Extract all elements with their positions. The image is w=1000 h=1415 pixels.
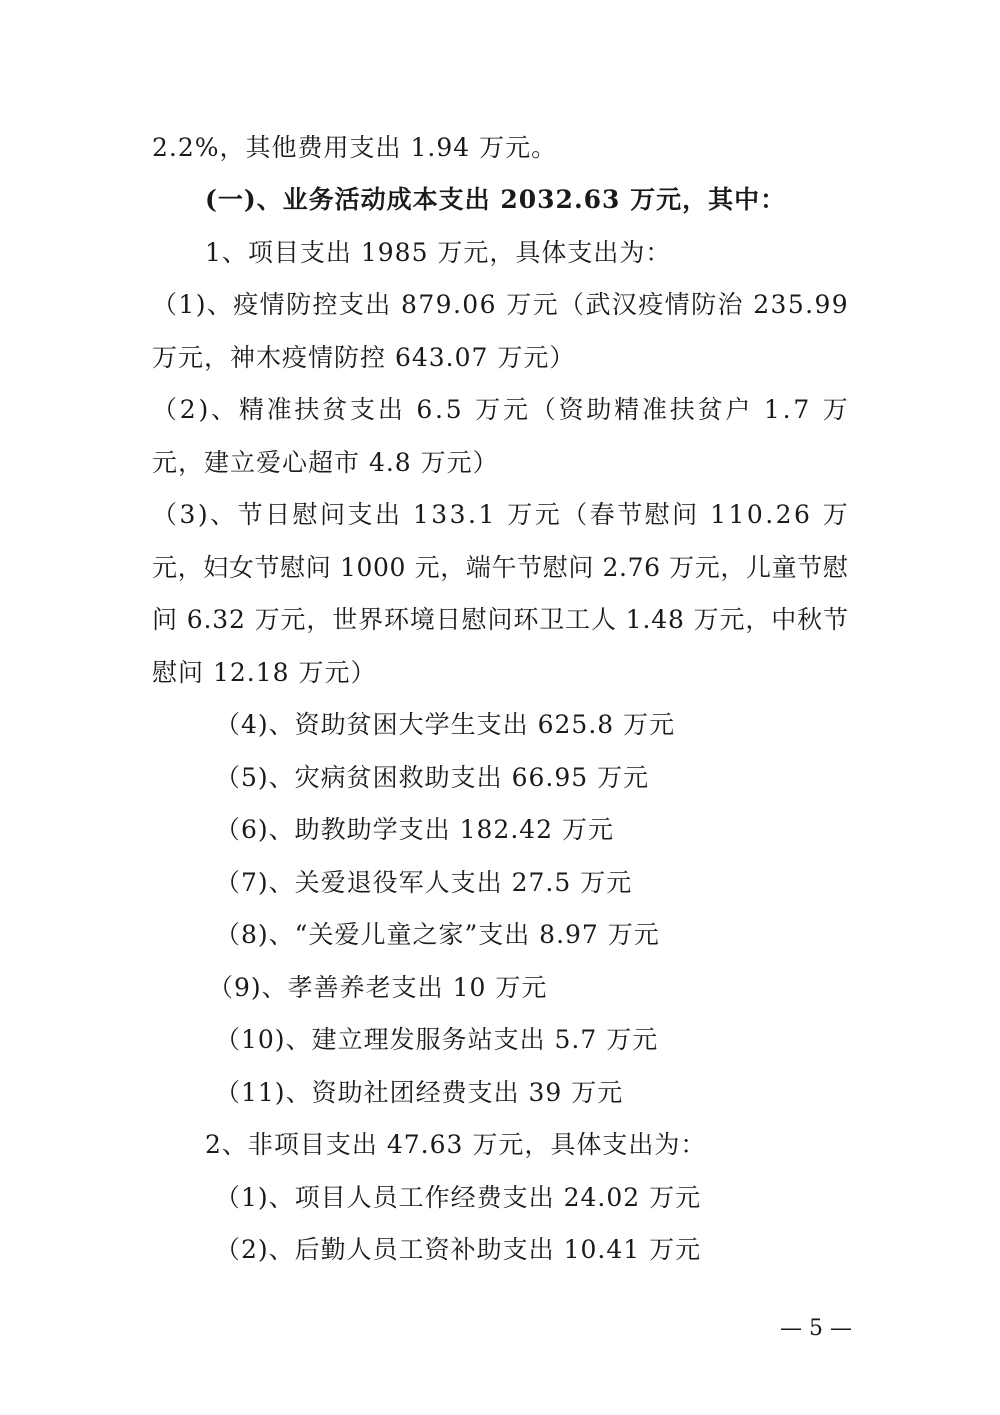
text-char: 出 xyxy=(365,290,391,319)
text-char: 妇 xyxy=(203,553,229,582)
text-char: 工 xyxy=(565,605,591,634)
text-char: 1 xyxy=(178,290,195,319)
text-line: 元，建立爱心超市 4.8 万元） xyxy=(152,448,499,477)
text-char: 控 xyxy=(312,290,338,319)
text-char xyxy=(406,551,414,585)
text-char: 节 xyxy=(797,553,823,582)
text-char: 慰 xyxy=(461,605,487,634)
text-char: 童 xyxy=(771,553,797,582)
text-char xyxy=(402,498,410,532)
text-char: 贫 xyxy=(322,395,348,424)
text-char: 环 xyxy=(383,605,409,634)
text-char: 问 xyxy=(152,605,178,634)
text-char: ， xyxy=(745,605,771,634)
text-char: 万 xyxy=(507,500,533,529)
text-char xyxy=(617,603,625,637)
text-char: 万 xyxy=(822,500,848,529)
text-char: ， xyxy=(440,553,466,582)
text-char: 节 xyxy=(822,605,848,634)
text-char xyxy=(812,393,820,427)
text-char: ) xyxy=(197,500,208,529)
text-char: 5 xyxy=(445,395,462,424)
text-char: 慰 xyxy=(542,553,568,582)
text-char: 8 xyxy=(668,605,684,634)
text-char: 6 xyxy=(416,395,433,424)
text-char xyxy=(700,498,708,532)
list-item: （9)、孝善养老支出 10 万元 xyxy=(208,973,548,1002)
text-char: 7 xyxy=(627,553,644,582)
text-char: . xyxy=(468,500,476,529)
text-char: 、 xyxy=(206,290,232,319)
text-char: 准 xyxy=(266,395,292,424)
text-char: 3 xyxy=(212,605,229,634)
text-char: 助 xyxy=(586,395,612,424)
text-char: 节 xyxy=(237,500,263,529)
text-char: 1 xyxy=(763,395,780,424)
text-char: （ xyxy=(562,500,588,529)
text-line: 万元，神木疫情防控 643.07 万元） xyxy=(152,343,576,372)
text-char: 中 xyxy=(771,605,797,634)
text-char: 元 xyxy=(152,553,178,582)
text-char: 、 xyxy=(210,500,236,529)
text-char: 秋 xyxy=(797,605,823,634)
text-char xyxy=(392,288,400,322)
text-char: 扶 xyxy=(669,395,695,424)
text-char: 准 xyxy=(641,395,667,424)
text-char: 3 xyxy=(179,500,196,529)
text-char: 情 xyxy=(259,290,285,319)
list-item: （5)、灾病贫困救助支出 66.95 万元 xyxy=(215,763,650,792)
text-char: ， xyxy=(306,605,332,634)
text-char: 贫 xyxy=(697,395,723,424)
subsection-heading: 1、项目支出 1985 万元，具体支出为： xyxy=(205,238,672,267)
text-char: 元 xyxy=(532,290,558,319)
text-char: 2 xyxy=(229,605,245,634)
text-char: 汉 xyxy=(611,290,637,319)
text-char xyxy=(594,551,602,585)
list-item: （7)、关爱退役军人支出 27.5 万元 xyxy=(215,868,633,897)
section-heading: (一)、业务活动成本支出 2032.63 万元，其中： xyxy=(205,185,787,214)
text-line xyxy=(152,498,848,532)
text-char: （ xyxy=(152,500,178,529)
text-char: . xyxy=(782,395,791,424)
text-char: 元 xyxy=(719,605,745,634)
text-char: 问 xyxy=(320,500,346,529)
text-char: 疫 xyxy=(233,290,259,319)
text-char: 1 xyxy=(728,500,745,529)
text-char: 问 xyxy=(305,553,331,582)
text-char: 0 xyxy=(746,500,763,529)
text-char: 0 xyxy=(356,553,373,582)
text-char: （ xyxy=(152,290,178,319)
text-char: 支 xyxy=(347,500,373,529)
list-item: （1)、项目人员工作经费支出 24.02 万元 xyxy=(215,1183,702,1212)
text-line xyxy=(152,288,848,322)
text-line xyxy=(152,603,848,637)
text-char xyxy=(753,393,761,427)
text-char: 6 xyxy=(644,553,660,582)
text-char: . xyxy=(203,605,212,634)
text-char: 2 xyxy=(775,500,792,529)
text-line xyxy=(152,393,848,427)
text-char: 人 xyxy=(590,605,616,634)
text-char: （ xyxy=(530,395,556,424)
text-char: 情 xyxy=(664,290,690,319)
text-char xyxy=(246,603,254,637)
text-char xyxy=(744,288,752,322)
text-line: 2.2%，其他费用支出 1.94 万元。 xyxy=(152,133,558,162)
text-char: 9 xyxy=(814,290,831,319)
text-char: 万 xyxy=(254,605,280,634)
page-number: — 5 — xyxy=(780,1316,852,1341)
text-char: 万 xyxy=(669,553,695,582)
list-item: （8)、“关爱儿童之家”支出 8.97 万元 xyxy=(215,920,660,949)
text-char xyxy=(178,603,186,637)
text-char: （ xyxy=(559,290,585,319)
text-char: 防 xyxy=(691,290,717,319)
text-char: 午 xyxy=(491,553,517,582)
text-char: 界 xyxy=(358,605,384,634)
text-char xyxy=(497,288,505,322)
text-char: ， xyxy=(177,553,203,582)
text-char xyxy=(497,498,505,532)
text-char: 0 xyxy=(389,553,406,582)
text-char: 慰 xyxy=(292,500,318,529)
text-char: 万 xyxy=(506,290,532,319)
text-char: 日 xyxy=(265,500,291,529)
text-char: 万 xyxy=(475,395,501,424)
text-char: 户 xyxy=(725,395,751,424)
text-char: 世 xyxy=(332,605,358,634)
list-item: （6)、助教助学支出 182.42 万元 xyxy=(215,815,615,844)
text-char: 元 xyxy=(694,553,720,582)
text-char: 9 xyxy=(435,290,452,319)
text-char: 日 xyxy=(435,605,461,634)
text-char: . xyxy=(642,605,651,634)
text-char: 1 xyxy=(478,500,495,529)
text-char: 卫 xyxy=(539,605,565,634)
text-char: 端 xyxy=(465,553,491,582)
text-line xyxy=(152,551,848,585)
text-char: 3 xyxy=(770,290,787,319)
text-char: 扶 xyxy=(294,395,320,424)
text-char: 问 xyxy=(568,553,594,582)
text-char: 、 xyxy=(211,395,237,424)
text-char: 元 xyxy=(280,605,306,634)
text-char: 出 xyxy=(375,500,401,529)
text-char: 儿 xyxy=(746,553,772,582)
text-char xyxy=(661,551,669,585)
text-line: 慰问 12.18 万元） xyxy=(152,658,377,687)
text-char: 9 xyxy=(831,290,848,319)
text-char: 慰 xyxy=(822,553,848,582)
text-char: （ xyxy=(152,395,178,424)
text-char: 0 xyxy=(462,290,479,319)
text-char: ) xyxy=(198,395,209,424)
text-char xyxy=(406,393,414,427)
subsection-heading: 2、非项目支出 47.63 万元，具体支出为： xyxy=(205,1130,707,1159)
text-char: 6 xyxy=(793,500,810,529)
text-char xyxy=(331,551,339,585)
text-char: . xyxy=(452,290,461,319)
text-char: 元 xyxy=(414,553,440,582)
text-char: 疫 xyxy=(638,290,664,319)
text-char: 5 xyxy=(787,290,804,319)
text-char: 2 xyxy=(602,553,619,582)
text-char: . xyxy=(435,395,443,424)
text-char: 7 xyxy=(793,395,810,424)
text-char xyxy=(685,603,693,637)
text-char: . xyxy=(619,553,627,582)
text-char: 慰 xyxy=(644,500,670,529)
text-char: 7 xyxy=(418,290,435,319)
text-char: 3 xyxy=(449,500,466,529)
text-char: 武 xyxy=(585,290,611,319)
text-char: 1 xyxy=(710,500,726,529)
text-char: 元 xyxy=(502,395,528,424)
text-char: 女 xyxy=(228,553,254,582)
text-char: 6 xyxy=(479,290,496,319)
text-char: 1 xyxy=(339,553,356,582)
text-char: 8 xyxy=(401,290,417,319)
text-char: ) xyxy=(195,290,206,319)
list-item: （4)、资助贫困大学生支出 625.8 万元 xyxy=(215,710,676,739)
text-char: 慰 xyxy=(280,553,306,582)
text-char: 2 xyxy=(753,290,770,319)
text-char: 节 xyxy=(517,553,543,582)
text-char: ， xyxy=(720,553,746,582)
text-char: 6 xyxy=(186,605,203,634)
text-char: 节 xyxy=(254,553,280,582)
text-char: 问 xyxy=(487,605,513,634)
text-char: . xyxy=(765,500,774,529)
text-char: 4 xyxy=(651,605,668,634)
text-char xyxy=(464,393,472,427)
list-item: （2)、后勤人员工资补助支出 10.41 万元 xyxy=(215,1235,702,1264)
text-char: 境 xyxy=(409,605,435,634)
text-char: 精 xyxy=(238,395,264,424)
text-char: 1 xyxy=(412,500,429,529)
text-char: 万 xyxy=(822,395,848,424)
text-char: 万 xyxy=(693,605,719,634)
text-char: 环 xyxy=(513,605,539,634)
text-char: . xyxy=(805,290,814,319)
list-item: （11)、资助社团经费支出 39 万元 xyxy=(215,1078,624,1107)
text-char: 治 xyxy=(717,290,743,319)
text-char: 节 xyxy=(617,500,643,529)
text-char: 2 xyxy=(179,395,196,424)
text-char: 1 xyxy=(625,605,642,634)
text-char: 出 xyxy=(377,395,403,424)
text-char: 0 xyxy=(372,553,389,582)
text-char: 支 xyxy=(338,290,364,319)
text-char: 防 xyxy=(286,290,312,319)
text-char: 精 xyxy=(614,395,640,424)
text-char: 3 xyxy=(431,500,448,529)
text-char: 资 xyxy=(558,395,584,424)
text-char: 问 xyxy=(672,500,698,529)
text-char xyxy=(812,498,820,532)
text-char: 春 xyxy=(589,500,615,529)
list-item: （10)、建立理发服务站支出 5.7 万元 xyxy=(215,1025,659,1054)
text-char: 支 xyxy=(350,395,376,424)
text-char: 元 xyxy=(534,500,560,529)
